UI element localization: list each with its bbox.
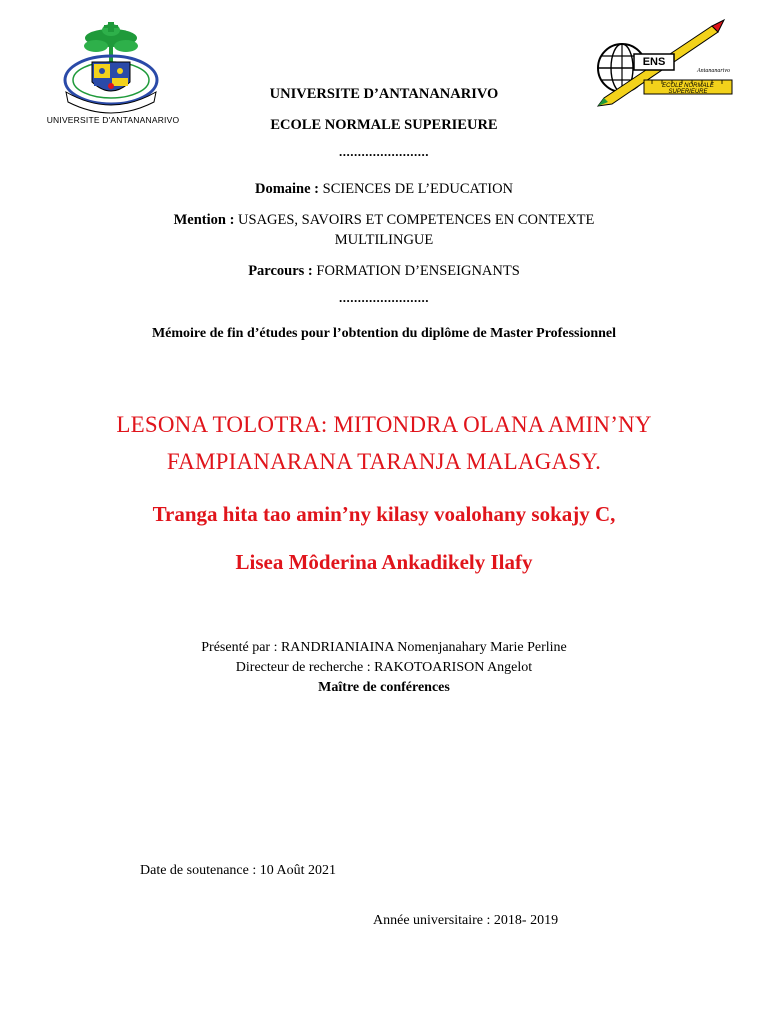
university-logo-caption: UNIVERSITE D'ANTANANARIVO [46,115,180,125]
academic-year: Année universitaire : 2018- 2019 [373,913,559,928]
parcours-value: FORMATION D’ENSEIGNANTS [312,263,520,279]
ens-script-label: Antananarivo [697,68,730,74]
parcours-label: Parcours : [248,263,313,279]
separator-bottom: ........................ [339,290,429,305]
defense-date: Date de soutenance : 10 Août 2021 [140,863,336,878]
mention-label: Mention : [173,212,235,228]
domaine-line [0,181,768,198]
ens-ruler-label: ECOLE NORMALE SUPERIEURE [662,83,714,95]
thesis-subtitle-line-2: Lisea Môderina Ankadikely Ilafy [235,550,533,574]
ens-badge-text: ENS [642,56,666,68]
school-name: ECOLE NORMALE SUPERIEURE [270,117,498,133]
university-name: UNIVERSITE D’ANTANANARIVO [269,86,499,102]
mention-line [0,212,768,229]
mention-line-2: MULTILINGUE [334,232,434,248]
separator-top: ........................ [339,144,429,159]
thesis-subtitle-line-1: Tranga hita tao amin’ny kilasy voalohany sokajy C, [152,502,616,526]
memoire-statement: Mémoire de fin d’études pour l’obtention du diplôme de Master Professionnel [151,326,617,341]
director-title: Maître de conférences [318,680,450,695]
research-director: Directeur de recherche : RAKOTOARISON Angelot [235,660,533,675]
mention-value: USAGES, SAVOIRS ET COMPETENCES EN CONTEXTE [234,212,595,228]
thesis-title-line-1: LESONA TOLOTRA: MITONDRA OLANA AMIN’NY [116,412,652,437]
domaine-label: Domaine : [254,181,320,197]
parcours-line [0,263,768,280]
domaine-value: SCIENCES DE L’EDUCATION [319,181,514,197]
presented-by: Présenté par : RANDRIANIAINA Nomenjanahary Marie Perline [201,640,567,655]
university-logo [38,22,188,132]
thesis-title-line-2: FAMPIANARANA TARANJA MALAGASY. [166,449,602,474]
